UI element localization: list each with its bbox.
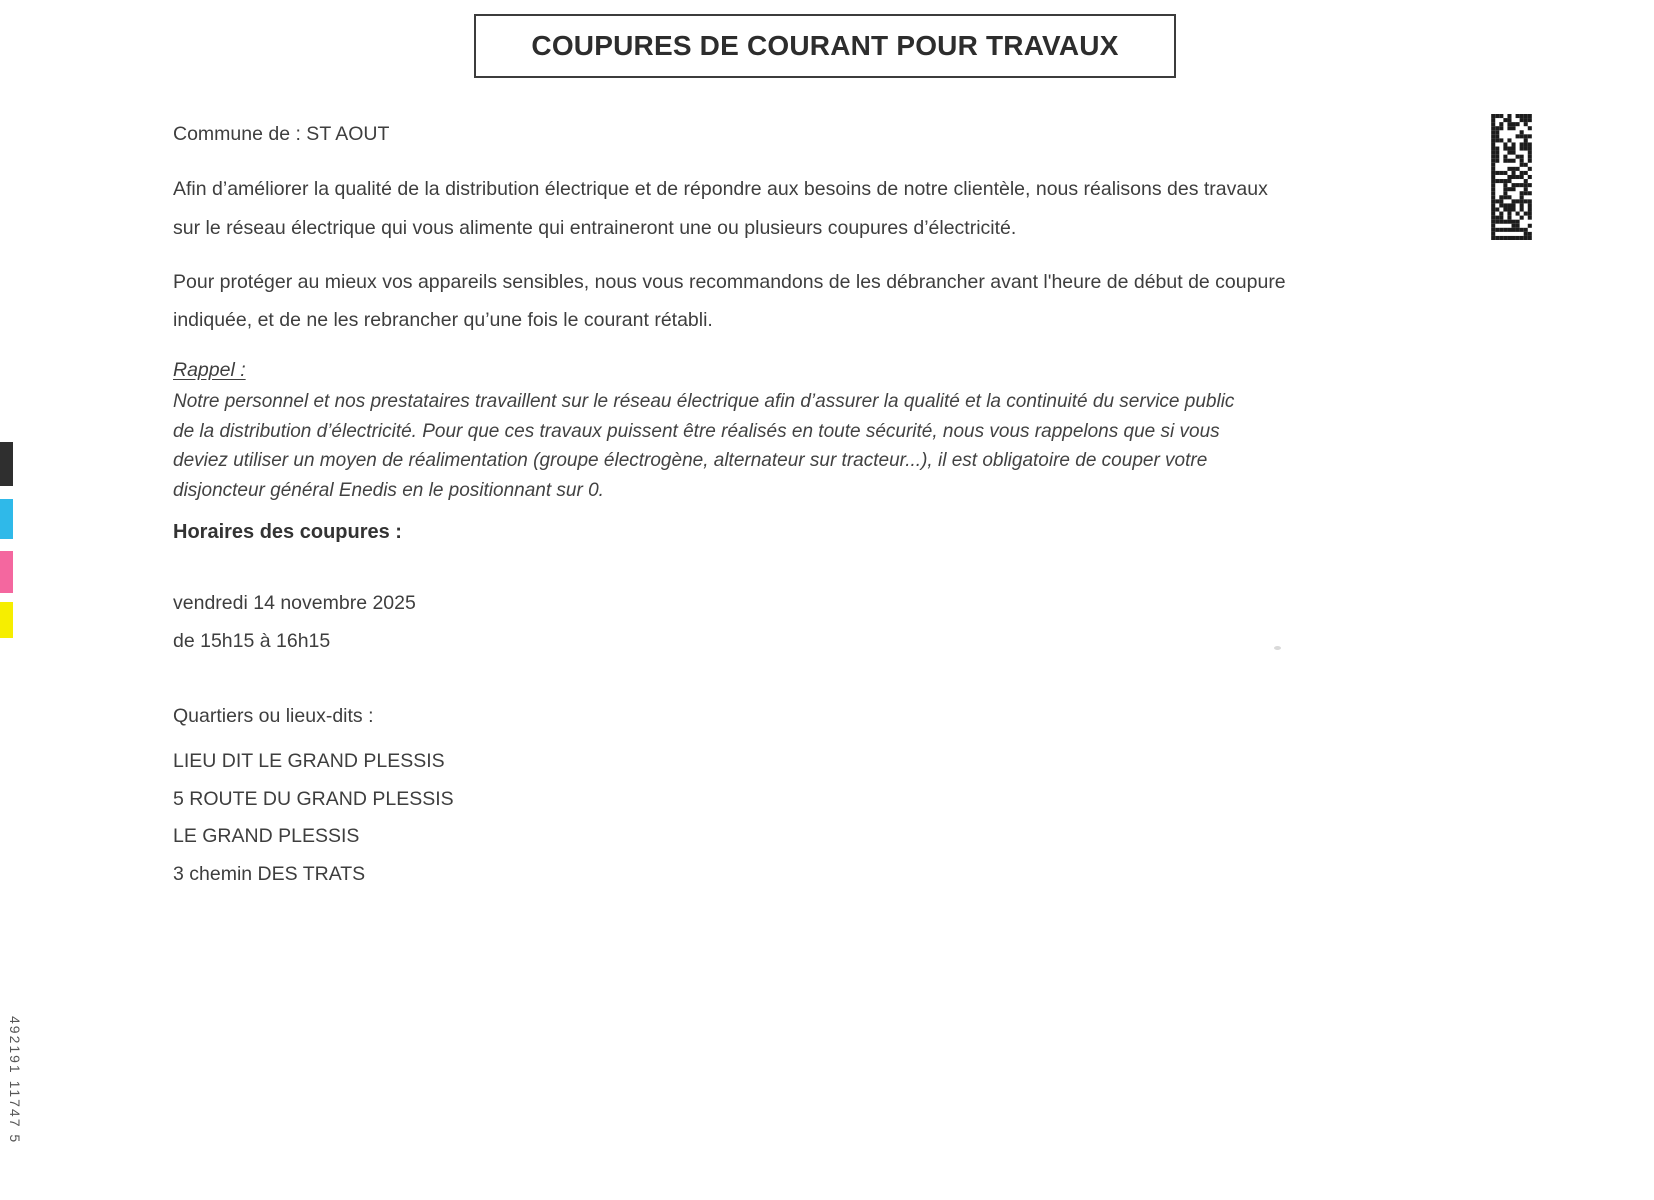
paragraph-intro: [173, 170, 1443, 248]
paragraph-advice: [173, 263, 1443, 339]
paragraph-line: Pour protéger au mieux vos appareils sensibles, nous vous recommandons de les débrancher avant l'heure de début de coupure: [173, 271, 1286, 293]
print-mark-black-icon: [0, 442, 13, 486]
horaires-heading: Horaires des coupures :: [173, 521, 402, 543]
quartier-item: 5 ROUTE DU GRAND PLESSIS: [173, 787, 454, 810]
scan-speck: [1274, 646, 1281, 650]
paragraph-line: de la distribution d’électricité. Pour que ces travaux puissent être réalisés en toute sécurité, nous vous rappelons que si vous: [173, 420, 1220, 442]
outage-date: vendredi 14 novembre 2025: [173, 592, 416, 614]
paragraph-line: sur le réseau électrique qui vous alimente qui entraineront une ou plusieurs coupures d’électricité.: [173, 217, 1017, 239]
print-mark-magenta-icon: [0, 551, 13, 593]
paragraph-line: disjoncteur général Enedis en le positionnant sur 0.: [173, 479, 604, 501]
quartiers-heading: Quartiers ou lieux-dits :: [173, 705, 374, 727]
rappel-paragraph: [173, 387, 1443, 505]
quartiers-list: [173, 743, 1443, 893]
datamatrix-icon: [1491, 114, 1532, 240]
quartier-item: 3 chemin DES TRATS: [173, 862, 366, 885]
paragraph-line: indiquée, et de ne les rebrancher qu’une fois le courant rétabli.: [173, 309, 713, 331]
title-box: [474, 14, 1176, 78]
paragraph-line: Notre personnel et nos prestataires travaillent sur le réseau électrique afin d’assurer la qualité et la continuité du service public: [173, 391, 1235, 412]
print-mark-cyan-icon: [0, 499, 13, 539]
quartier-item: LIEU DIT LE GRAND PLESSIS: [173, 750, 445, 772]
paragraph-line: Afin d’améliorer la qualité de la distribution électrique et de répondre aux besoins de notre clientèle, nous réalisons des travaux: [173, 178, 1268, 200]
print-mark-yellow-icon: [0, 602, 13, 638]
commune-line: Commune de : ST AOUT: [173, 123, 390, 145]
paragraph-line: deviez utiliser un moyen de réalimentation (groupe électrogène, alternateur sur tracteur...), il est obligatoire de couper votre: [173, 450, 1208, 471]
print-code: 492191 11747 5: [7, 1016, 23, 1145]
rappel-heading: Rappel :: [173, 359, 246, 381]
quartier-item: LE GRAND PLESSIS: [173, 825, 360, 847]
outage-time: de 15h15 à 16h15: [173, 630, 331, 652]
page-title: COUPURES DE COURANT POUR TRAVAUX: [531, 30, 1119, 61]
